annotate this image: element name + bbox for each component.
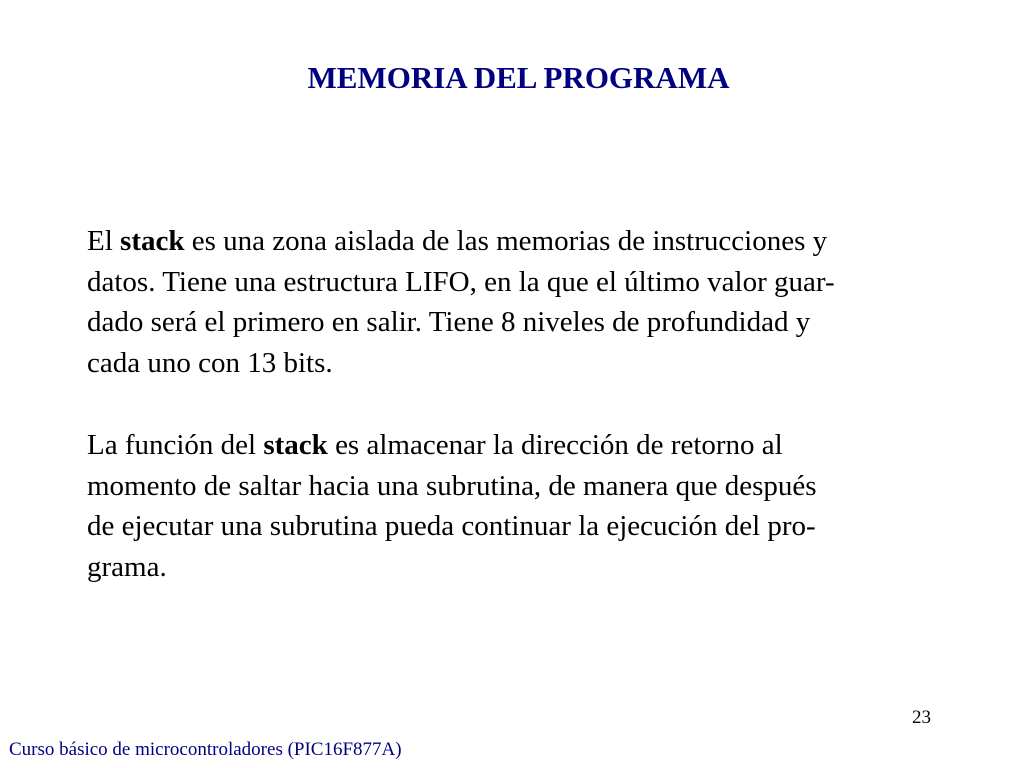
text-line [87, 221, 967, 262]
text-segment: El [87, 225, 121, 257]
text-line: cada uno con 13 bits. [87, 346, 333, 379]
page-number: 23 [912, 707, 931, 728]
text-line: de ejecutar una subrutina pueda continuar la ejecución del pro- [87, 510, 816, 542]
footer-course-title: Curso básico de microcontroladores (PIC16F877A) [9, 739, 402, 760]
text-line: momento de saltar hacia una subrutina, de manera que después [87, 469, 817, 502]
text-segment: La función del [87, 429, 264, 461]
text-line [87, 425, 967, 466]
paragraph-stack-function [87, 425, 967, 587]
text-line: grama. [87, 550, 167, 583]
emphasis-stack: stack [120, 225, 185, 257]
slide-body [87, 221, 967, 587]
slide-title: MEMORIA DEL PROGRAMA [307, 60, 730, 95]
text-segment: es almacenar la dirección de retorno al [327, 429, 783, 461]
emphasis-stack: stack [263, 429, 328, 461]
paragraph-stack-definition [87, 221, 967, 383]
text-segment: es una zona aislada de las memorias de instrucciones y [184, 225, 828, 257]
text-line: datos. Tiene una estructura LIFO, en la que el último valor guar- [87, 265, 835, 298]
text-line: dado será el primero en salir. Tiene 8 niveles de profundidad y [87, 306, 811, 338]
